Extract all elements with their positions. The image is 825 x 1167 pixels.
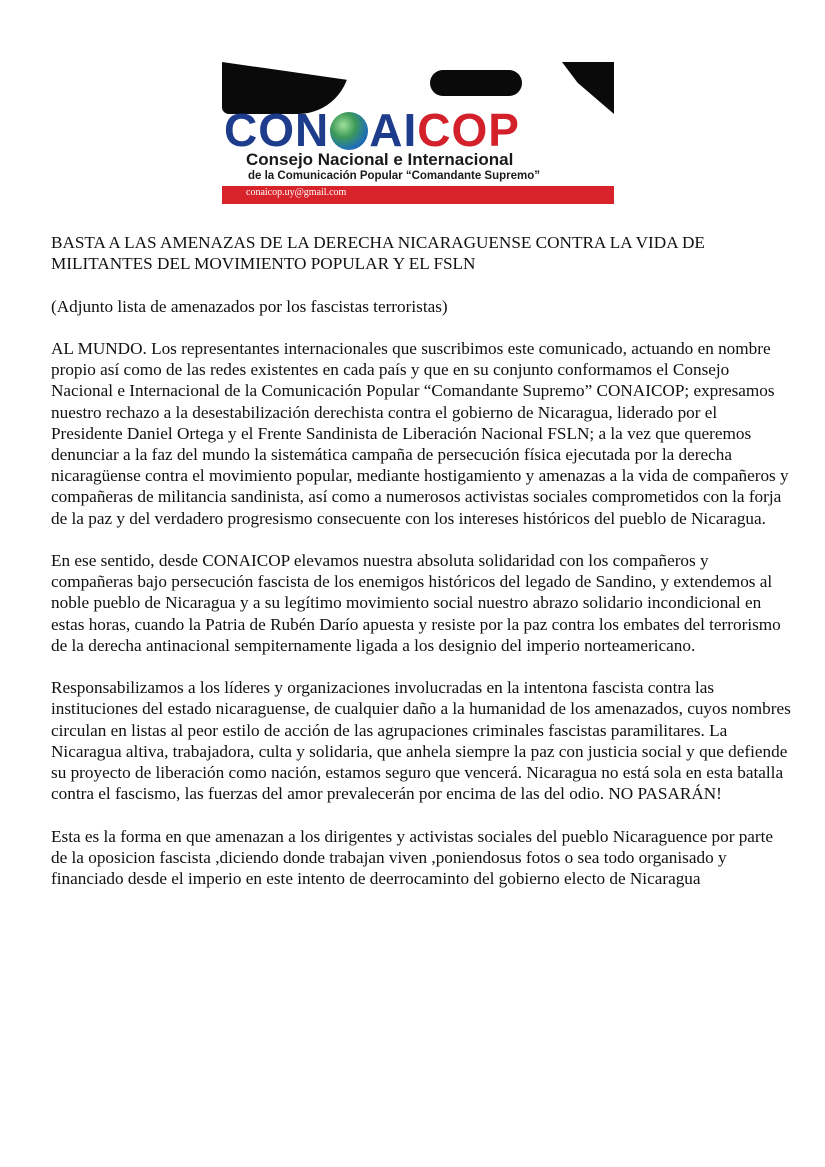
logo-wordmark-ai: AI — [369, 104, 418, 156]
paragraph-1: AL MUNDO. Los representantes internacionales que suscribimos este comunicado, actuando en nombre propio así como de las redes existentes en cada país y que en su conjunto conformamos el Consejo Nacional e Internacional de la Comunicación Popular “Comandante Supremo” CONAICOP; expresamos nuestro rechazo a la desestabilización derechista contra el gobierno de Nicaragua, liderado por el Presidente Daniel Ortega y el Frente Sandinista de Liberación Nacional FSLN; a la vez que queremos denunciar a la faz del mundo la sistemática campaña de persecución física ejecutada por la derecha nicaragüense contra el movimiento popular, mediante hostigamiento y amenazas a la vida de compañeros y compañeras de militancia sandinista, así como a numerosos activistas sociales comprometidos con la forja de la paz y del verdadero progresismo consecuente con los intereses históricos del pueblo de Nicaragua. — [51, 338, 789, 528]
paragraph-2: En ese sentido, desde CONAICOP elevamos nuestra absoluta solidaridad con los compañeros y compañeras bajo persecución fascista de los enemigos históricos del legado de Sandino, y extendemos al noble pueblo de Nicaragua y a su legítimo movimiento social nuestro abrazo solidario incondicional en estas horas, cuando la Patria de Rubén Darío apuesta y resiste por la paz contra los embates del terrorismo de la derecha antinacional sempiternamente ligada a los designio del imperio norteamericano. — [51, 551, 781, 655]
logo-council-name: Consejo Nacional e Internacional — [246, 150, 514, 169]
logo-wordmark — [224, 106, 614, 154]
paragraph-3: Responsabilizamos a los líderes y organizaciones involucradas en la intentona fascista contra las instituciones del estado nicaraguense, de cualquier daño a la humanidad de los amenazados, cuyos nombres circulan en listas al peor estilo de acción de las agrupaciones criminales fascistas paramilitares. La Nicaragua altiva, trabajadora, culta y solidaria, que anhela siempre la paz con justicia social y que defiende su proyecto de liberación como nación, estamos seguro que vencerá. Nicaragua no está sola en esta batalla contra el fascismo, las fuerzas del amor prevalecerán por encima de las del odio. NO PASARÁN! — [51, 678, 791, 804]
middle-brow-shape — [430, 70, 522, 96]
logo-wordmark-cop: COP — [417, 104, 520, 156]
conaicop-logo — [222, 62, 614, 204]
globe-icon — [330, 112, 368, 150]
logo-email: conaicop.uy@gmail.com — [246, 187, 347, 198]
document-title: BASTA A LAS AMENAZAS DE LA DERECHA NICARAGUENSE CONTRA LA VIDA DE MILITANTES DEL MOVIMIENTO POPULAR Y EL FSLN — [51, 233, 705, 274]
paragraph-4: Esta es la forma en que amenazan a los dirigentes y activistas sociales del pueblo Nicaraguence por parte de la oposicion fascista ,diciendo donde trabajan viven ,poniendosus fotos o sea todo organisado y financiado desde el imperio en este intento de deerrocaminto del gobierno electo de Nicaragua — [51, 826, 774, 889]
logo-wordmark-con: CON — [224, 104, 330, 156]
logo-council-subtitle: de la Comunicación Popular “Comandante Supremo” — [248, 170, 541, 182]
document-body — [51, 232, 791, 910]
document-note: (Adjunto lista de amenazados por los fascistas terroristas) — [51, 296, 448, 316]
